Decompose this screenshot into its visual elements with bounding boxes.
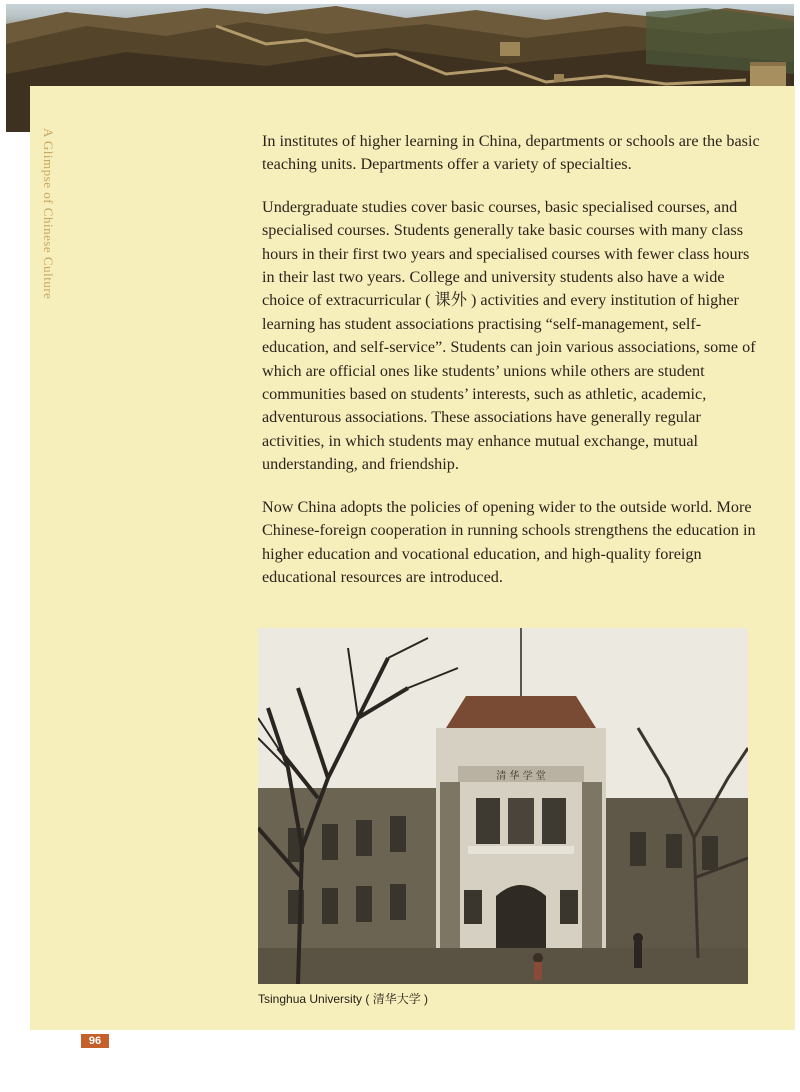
photo-caption: Tsinghua University ( 清华大学 )	[258, 992, 429, 1006]
tsinghua-photo	[258, 628, 748, 984]
building-sign: 清 华 学 堂	[496, 771, 546, 782]
book-title: A Glimpse of Chinese Culture	[41, 128, 56, 300]
article-body	[262, 130, 762, 608]
paragraph-3: Now China adopts the policies of opening wider to the outside world. More Chinese-foreign cooperation in running schools strengthens the education in higher education and vocational education, and high-quality foreign educational resources are introduced.	[262, 497, 756, 586]
page-number: 96	[81, 1034, 109, 1048]
paragraph-2: Undergraduate studies cover basic courses, basic specialised courses, and specialised courses. Students generally take basic courses with many class hours in their first two years and specialised courses with fewer class hours in their last two years. College and university students also have a wide choice of extracurricular ( 课外 ) activities and every institution of higher learning has student associations practising “self-management, self-education, and self-service”. Students can join various associations, some of which are official ones like students’ unions while others are student communities based on students’ interests, such as athletic, academic, adventurous associations. These associations have generally regular activities, in which students may enhance mutual exchange, mutual understanding, and friendship.	[262, 197, 756, 474]
tsinghua-building-illustration	[258, 628, 748, 984]
paragraph-1: In institutes of higher learning in China, departments or schools are the basic teaching units. Departments offer a variety of specialties.	[262, 132, 760, 174]
